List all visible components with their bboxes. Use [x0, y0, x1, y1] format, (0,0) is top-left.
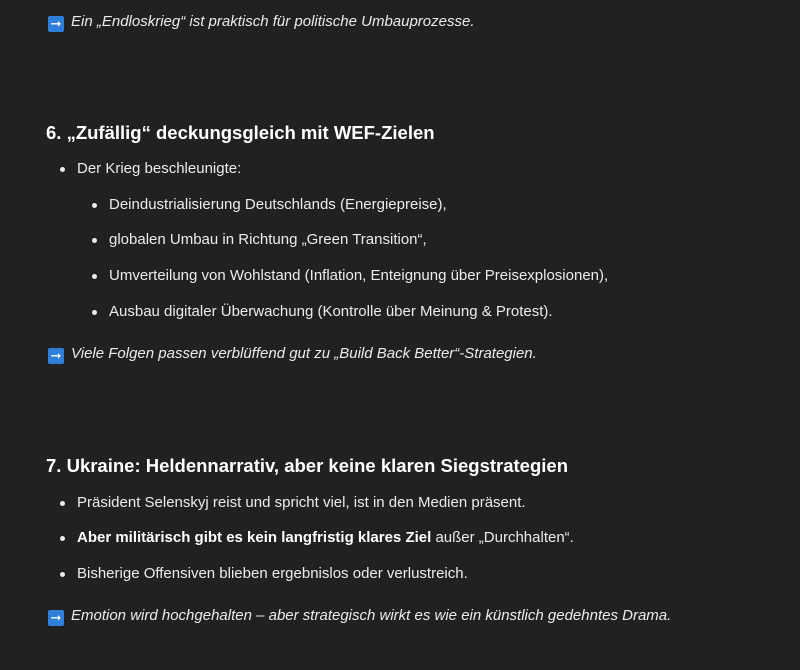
section-7-heading-number: 7. [46, 455, 67, 476]
section-6-bullet: Der Krieg beschleunigte: [77, 160, 242, 177]
section-7-heading-text: Ukraine: Heldennarrativ, aber keine klaren Siegstrategien [66, 455, 568, 476]
section-6-subitem: Ausbau digitaler Überwachung (Kontrolle über Meinung & Protest). [109, 303, 553, 320]
section-6-subitem: Umverteilung von Wohlstand (Inflation, Enteignung über Preisexplosionen), [109, 267, 609, 284]
right-arrow-icon: ➞ [48, 16, 64, 32]
section-7-bullet: Bisherige Offensiven blieben ergebnislos oder verlustreich. [77, 565, 468, 582]
section-7-bullet-bold: Aber militärisch gibt es kein langfristig klares Ziel [77, 529, 432, 546]
section-6-note [48, 345, 537, 364]
right-arrow-icon: ➞ [48, 348, 64, 364]
section-7-note-text: Emotion wird hochgehalten – aber strategisch wirkt es wie ein künstlich gedehntes Drama. [71, 607, 672, 624]
section-7-heading [46, 455, 568, 477]
section-6-subitem: Deindustrialisierung Deutschlands (Energiepreise), [109, 196, 447, 213]
intro-note [48, 13, 475, 32]
section-7-bullet-rest: außer „Durchhalten“. [431, 529, 574, 546]
right-arrow-icon: ➞ [48, 610, 64, 626]
section-7-bullet: Präsident Selenskyj reist und spricht viel, ist in den Medien präsent. [77, 494, 526, 511]
section-6-note-text: Viele Folgen passen verblüffend gut zu „Build Back Better“-Strategien. [71, 345, 537, 362]
section-6-subitem: globalen Umbau in Richtung „Green Transition“, [109, 231, 427, 248]
section-7-bullet [77, 529, 574, 546]
intro-note-text: Ein „Endloskrieg“ ist praktisch für politische Umbauprozesse. [71, 13, 475, 30]
section-6-heading: 6. „Zufällig“ deckungsgleich mit WEF-Zielen [46, 122, 435, 143]
section-7-note [48, 607, 671, 626]
